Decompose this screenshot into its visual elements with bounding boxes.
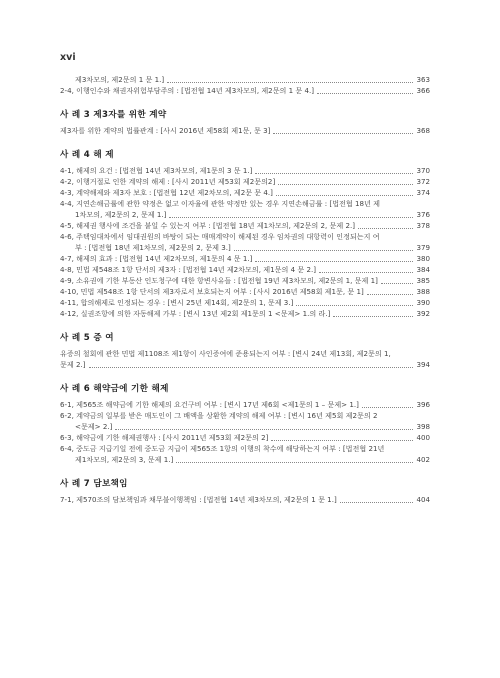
toc-entry — [60, 275, 430, 286]
toc-entry-line: 유증의 철회에 관한 민법 제1108조 제1항이 사인증여에 준용되는지 여부 : [변시 24년 제13회, 제2문의 1, — [60, 349, 391, 358]
toc-entry — [60, 220, 430, 231]
toc-entry-page: 398 — [416, 422, 430, 431]
toc-entry-page: 388 — [416, 287, 430, 296]
leader-dots — [362, 407, 414, 408]
leader-dots — [169, 217, 413, 218]
toc-entry-page: 402 — [416, 455, 430, 464]
toc-entry-title: 1차모의, 제2문의 2, 문제 1.] — [75, 210, 167, 219]
toc-entry — [60, 165, 430, 176]
toc-entry — [60, 454, 430, 465]
toc-entry — [60, 432, 430, 443]
section-heading: 사 례 4 해 제 — [60, 150, 114, 160]
toc-entry-page: 368 — [416, 126, 430, 135]
toc-entry — [60, 74, 430, 85]
toc-entry-title: 문제 2.] — [60, 360, 86, 369]
toc-entry-title: 6-1, 제565조 해약금에 기한 해제의 요건구비 여부 : [변시 17년 제6회 <제1문의 1 – 문제> 1.] — [60, 400, 359, 409]
toc-entry — [60, 242, 430, 253]
toc-entry-title: 4-5, 해제권 행사에 조건을 붙일 수 있는지 여부 : [법전협 18년 제1차모의, 제2문의 2, 문제 2.] — [60, 221, 356, 230]
toc-entry-page: 380 — [416, 254, 430, 263]
leader-dots — [317, 93, 413, 94]
leader-dots — [167, 82, 413, 83]
toc-entry-title: 2-4, 이행인수와 채권자위험부담주의 : [법전협 14년 제3차모의, 제2문의 1 문 4.] — [60, 86, 315, 95]
toc-entry-title: 제3차모의, 제2문의 1 문 1.] — [75, 75, 165, 84]
toc-entry-page: 372 — [416, 177, 430, 186]
toc-entry-line: 4-6, 주택임대차에서 임대권원의 바탕이 되는 매매계약이 해제된 경우 임차권의 대항력이 인정되는지 여 — [60, 232, 380, 241]
leader-dots — [255, 173, 413, 174]
toc-entry — [60, 125, 430, 136]
leader-dots — [273, 133, 413, 134]
leader-dots — [176, 462, 413, 463]
toc-entry-page: 378 — [416, 221, 430, 230]
toc-entry-page: 390 — [416, 298, 430, 307]
toc-entry — [60, 286, 430, 297]
toc-entry — [60, 494, 430, 505]
leader-dots — [296, 305, 413, 306]
toc-entry-title: 4-2, 이행거절로 인한 계약의 해제 : [사시 2011년 제53회 제2문의2] — [60, 177, 276, 186]
page-number: xvi — [60, 52, 76, 63]
toc-entry-page: 374 — [416, 188, 430, 197]
toc-entry-page: 404 — [416, 495, 430, 504]
toc-entry-page: 394 — [416, 360, 430, 369]
toc-entry-title: 제3자를 위한 계약의 법률관계 : [사시 2016년 제58회 제1문, 문 3] — [60, 126, 271, 135]
toc-entry — [60, 209, 430, 220]
leader-dots — [381, 283, 414, 284]
leader-dots — [278, 184, 413, 185]
toc-entry-title: 4-11, 합의해제로 인정되는 경우 : [변시 25년 제14회, 제2문의 1, 문제 3.] — [60, 298, 294, 307]
leader-dots — [115, 429, 413, 430]
toc-entry-page: 376 — [416, 210, 430, 219]
toc-entry-page: 379 — [416, 243, 430, 252]
toc-entry-page: 370 — [416, 166, 430, 175]
toc-entry — [60, 187, 430, 198]
toc-entry-title: 4-7, 해제의 효과 : [법전협 14년 제2차모의, 제1문의 4 문 1.] — [60, 254, 253, 263]
toc-entry-title: 4-3, 계약해제와 제3자 보호 : [법전협 12년 제2차모의, 제2문 문 4.] — [60, 188, 273, 197]
toc-entry-line: 6-4, 중도금 지급기일 전에 중도금 지급이 제565조 1항의 이행의 착수에 해당하는지 여부 : [법전협 21년 — [60, 444, 385, 453]
toc-entry — [60, 264, 430, 275]
toc-entry-page: 384 — [416, 265, 430, 274]
toc-entry — [60, 297, 430, 308]
toc-entry — [60, 421, 430, 432]
leader-dots — [333, 316, 413, 317]
toc-entry-title: 4-12, 실권조항에 의한 자동해제 가부 : [변시 13년 제2회 제1문의 1 <문제> 1.의 라.] — [60, 309, 331, 318]
toc-entry-page: 363 — [416, 75, 430, 84]
leader-dots — [234, 250, 414, 251]
toc-entry — [60, 359, 430, 370]
toc-entry — [60, 85, 430, 96]
leader-dots — [271, 440, 413, 441]
toc-entry-title: 4-1, 해제의 요건 : [법전협 14년 제3차모의, 제1문의 3 문 1.] — [60, 166, 253, 175]
toc-entry-page: 385 — [416, 276, 430, 285]
toc-entry-line: 4-4, 지연손해금률에 관한 약정은 없고 이자율에 관한 약정만 있는 경우 지연손해금률 : [법전협 18년 제 — [60, 199, 380, 208]
toc-content — [60, 74, 430, 505]
section-heading: 사 례 5 증 여 — [60, 333, 114, 343]
toc-entry-line: 6-2, 계약금의 일부를 받은 매도인이 그 배액을 상환한 계약의 해제 여부 : [변시 16년 제5회 제2문의 2 — [60, 411, 378, 420]
toc-entry — [60, 176, 430, 187]
section-heading: 사 례 3 제3자를 위한 계약 — [60, 110, 167, 120]
toc-entry-page: 392 — [416, 309, 430, 318]
toc-entry-title: 4-10, 민법 제548조 1항 단서의 제3자로서 보호되는지 여부 : [사시 2016년 제58회 제1문, 문 1] — [60, 287, 364, 296]
toc-entry-title: 제1차모의, 제2문의 3, 문제 1.] — [75, 455, 174, 464]
leader-dots — [358, 228, 413, 229]
leader-dots — [89, 367, 414, 368]
leader-dots — [255, 261, 413, 262]
toc-entry-title: 6-3, 해약금에 기한 해제권행사 : [사시 2011년 제53회 제2문의 2] — [60, 433, 269, 442]
leader-dots — [319, 272, 413, 273]
toc-entry-page: 366 — [416, 86, 430, 95]
toc-entry-title: 7-1, 제570조의 담보책임과 채무불이행책임 : [법전협 14년 제3차모의, 제2문의 1 문 1.] — [60, 495, 337, 504]
toc-entry — [60, 308, 430, 319]
section-heading: 사 례 7 담보책임 — [60, 479, 128, 489]
toc-entry — [60, 253, 430, 264]
toc-entry — [60, 399, 430, 410]
leader-dots — [340, 502, 414, 503]
section-heading: 사 례 6 해약금에 기한 해제 — [60, 384, 169, 394]
toc-entry-page: 396 — [416, 400, 430, 409]
leader-dots — [276, 195, 413, 196]
toc-entry-page: 400 — [416, 433, 430, 442]
leader-dots — [367, 294, 414, 295]
toc-entry-title: <문제> 2.] — [75, 422, 113, 431]
toc-entry-title: 4-9, 소유권에 기한 부동산 인도청구에 대한 항변사유들 : [법전협 19년 제3차모의, 제2문의 1, 문제 1] — [60, 276, 378, 285]
toc-entry-title: 4-8, 민법 제548조 1항 단서의 제3자 : [법전협 14년 제2차모의, 제1문의 4 문 2.] — [60, 265, 316, 274]
toc-entry-title: 부 : [법전협 18년 제1차모의, 제2문의 2, 문제 3.] — [75, 243, 231, 252]
